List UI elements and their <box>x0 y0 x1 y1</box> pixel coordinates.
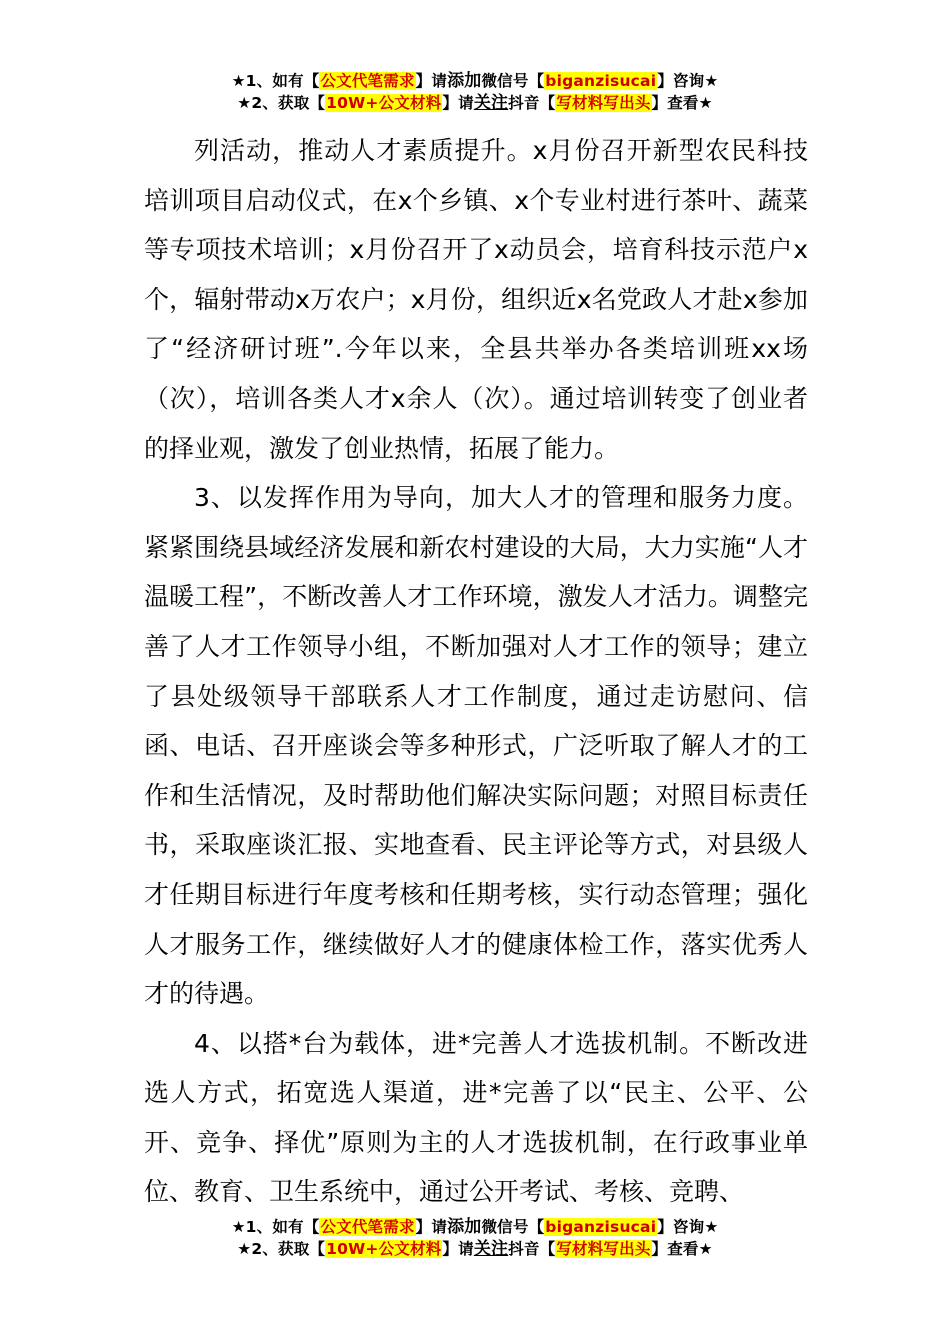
footer-banner <box>0 1216 950 1260</box>
banner-emphasis: 关注 <box>473 1239 509 1259</box>
banner-text: ★1、如有【 <box>231 1218 320 1236</box>
banner-text: 】咨询★ <box>657 1218 719 1236</box>
banner-line-1 <box>0 1216 950 1238</box>
banner-text: 微信号【 <box>481 1218 545 1236</box>
highlight-douyin-account: 写材料写出头 <box>556 1240 651 1258</box>
banner-text: 抖音【 <box>508 94 556 112</box>
banner-text: 】查看★ <box>651 1240 713 1258</box>
document-body <box>144 126 808 1217</box>
banner-emphasis: 添加 <box>447 1217 482 1237</box>
paragraph: 3、以发挥作用为导向，加大人才的管理和服务力度。紧紧围绕县域经济发展和新农村建设的大局，大力实施“人才温暖工程”，不断改善人才工作环境，激发人才活力。调整完善了人才工作领导小组，不断加强对人才工作的领导；建立了县处级领导干部联系人才工作制度，通过走访慰问、信函、电话、召开座谈会等多种形式，广泛听取了解人才的工作和生活情况，及时帮助他们解决实际问题；对照目标责任书，采取座谈汇报、实地查看、民主评论等方式，对县级人才任期目标进行年度考核和任期考核，实行动态管理；强化人才服务工作，继续做好人才的健康体检工作，落实优秀人才的待遇。 <box>144 483 808 1009</box>
banner-text: 】请 <box>442 94 474 112</box>
highlight-service: 公文代笔需求 <box>320 1218 415 1236</box>
paragraph: 列活动，推动人才素质提升。x月份召开新型农民科技培训项目启动仪式，在x个乡镇、x个专业村进行茶叶、蔬菜等专项技术培训；x月份召开了x动员会，培育科技示范户x个，辐射带动x万农户；x月份，组织近x名党政人才赴x参加了“经济研讨班”.今年以来，全县共举办各类培训班xx场（次），培训各类人才x余人（次）。通过培训转变了创业者的择业观，激发了创业热情，拓展了能力。 <box>144 136 808 463</box>
banner-emphasis: 添加 <box>447 71 482 91</box>
header-banner <box>0 70 950 114</box>
highlight-wechat-id: biganzisucai <box>545 1218 657 1236</box>
highlight-wechat-id: biganzisucai <box>545 72 657 90</box>
banner-text: 抖音【 <box>508 1240 556 1258</box>
banner-line-1 <box>0 70 950 92</box>
highlight-service: 公文代笔需求 <box>320 72 415 90</box>
banner-text: ★2、获取【 <box>237 1240 326 1258</box>
banner-line-2 <box>0 1238 950 1260</box>
highlight-materials: 10W+公文材料 <box>326 1240 442 1258</box>
banner-text: ★1、如有【 <box>231 72 320 90</box>
banner-text: 】请 <box>415 1218 448 1236</box>
banner-line-2 <box>0 92 950 114</box>
paragraph: 4、以搭*台为载体，进*完善人才选拔机制。不断改进选人方式，拓宽选人渠道，进*完善了以“民主、公平、公开、竞争、择优”原则为主的人才选拔机制，在行政事业单位、教育、卫生系统中，通过公开考试、考核、竞聘、 <box>144 1028 808 1207</box>
banner-text: 】请 <box>415 72 448 90</box>
banner-text: ★2、获取【 <box>237 94 326 112</box>
banner-text: 微信号【 <box>481 72 545 90</box>
highlight-douyin-account: 写材料写出头 <box>556 94 651 112</box>
banner-text: 】咨询★ <box>657 72 719 90</box>
highlight-materials: 10W+公文材料 <box>326 94 442 112</box>
banner-text: 】请 <box>442 1240 474 1258</box>
banner-emphasis: 关注 <box>473 93 509 113</box>
banner-text: 】查看★ <box>651 94 713 112</box>
